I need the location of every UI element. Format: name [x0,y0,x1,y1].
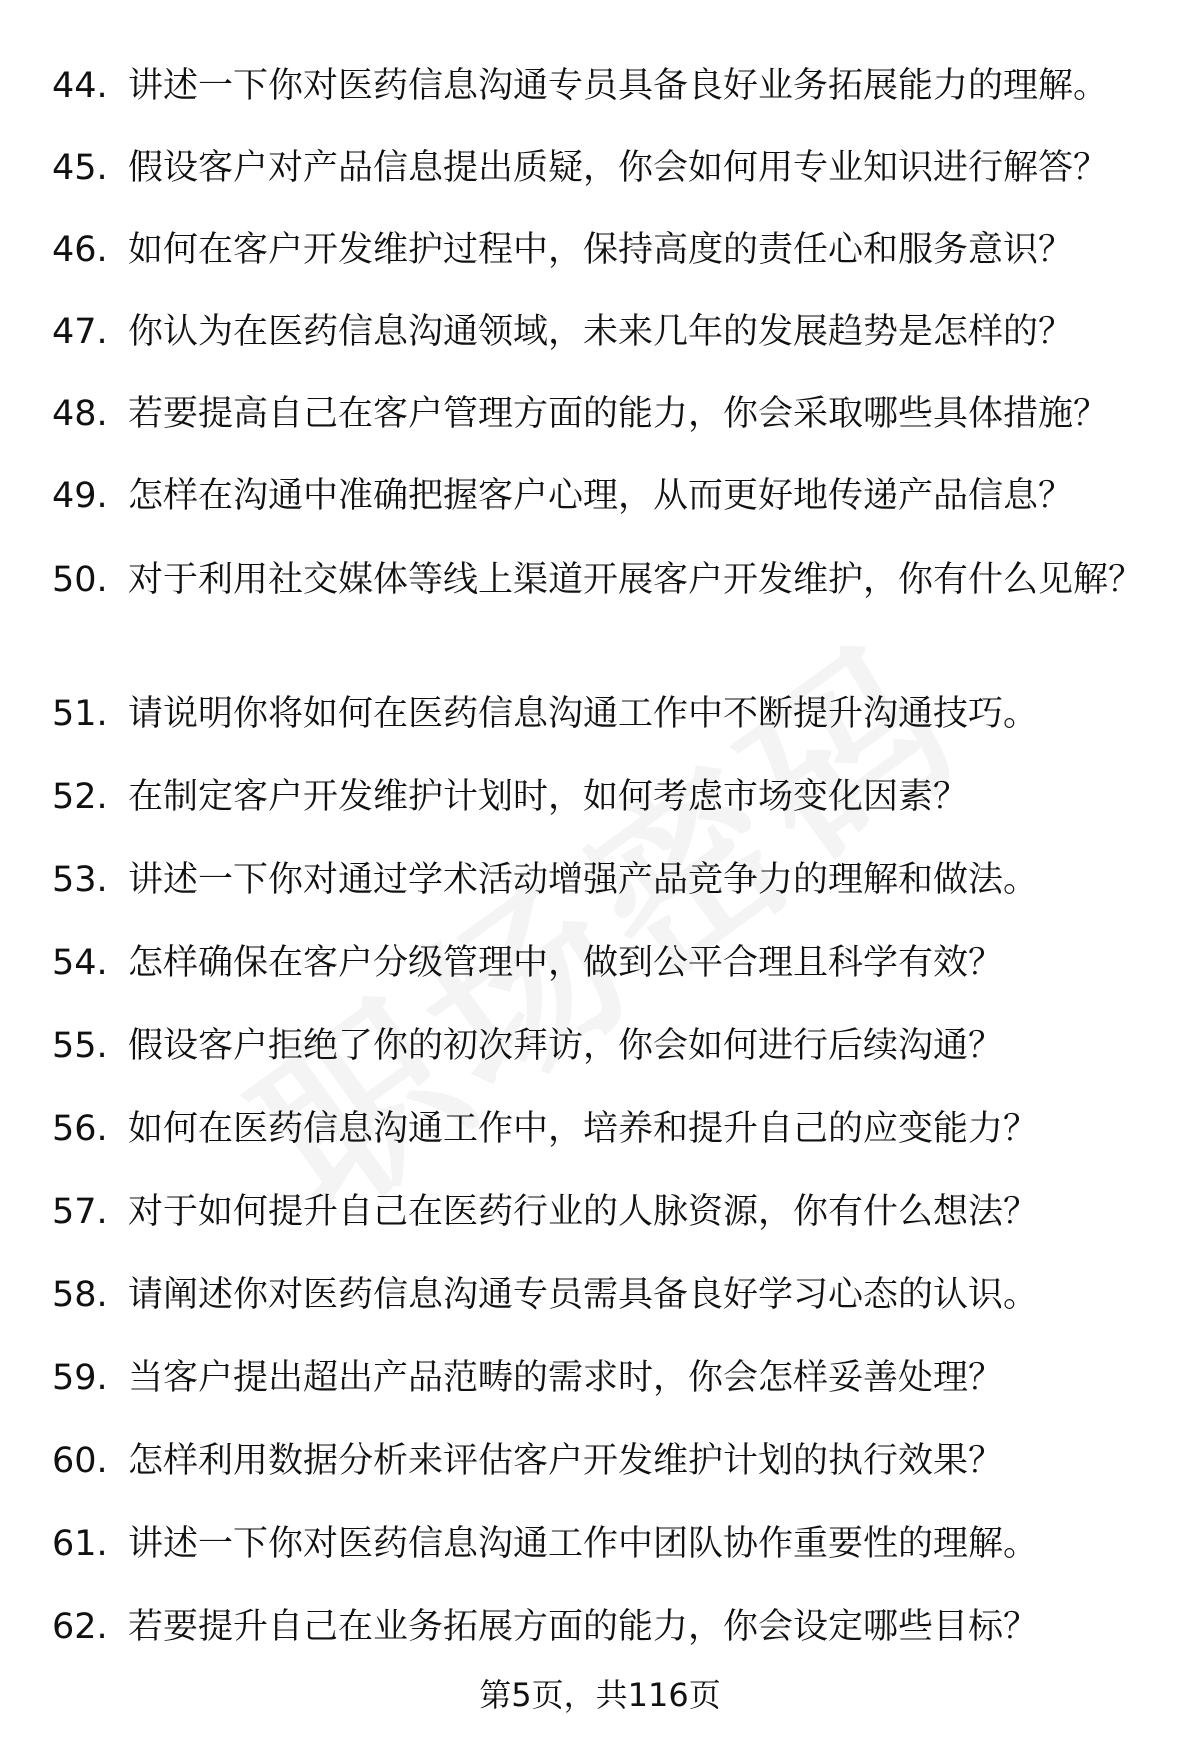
list-item [52,1520,1152,1568]
list-item [52,1354,1152,1402]
question-text: 你认为在医药信息沟通领域，未来几年的发展趋势是怎样的？ [128,312,1074,352]
question-number: 53. [52,860,108,900]
question-text: 讲述一下你对医药信息沟通专员具备良好业务拓展能力的理解。 [128,66,1109,106]
question-text: 讲述一下你对通过学术活动增强产品竞争力的理解和做法。 [128,860,1039,900]
list-item [52,690,1152,738]
list-item [52,390,1152,438]
question-number: 50. [52,560,108,600]
question-number: 57. [52,1192,108,1232]
question-text: 若要提高自己在客户管理方面的能力，你会采取哪些具体措施？ [128,394,1109,434]
list-item [52,308,1152,356]
question-number: 46. [52,230,108,270]
page-number-footer: 第5页，共116页 [479,1676,721,1714]
question-text: 对于如何提升自己在医药行业的人脉资源，你有什么想法？ [128,1192,1039,1232]
question-text: 对于利用社交媒体等线上渠道开展客户开发维护，你有什么见解？ [128,560,1144,600]
question-text: 请说明你将如何在医药信息沟通工作中不断提升沟通技巧。 [128,694,1039,734]
question-text: 请阐述你对医药信息沟通专员需具备良好学习心态的认识。 [128,1275,1039,1315]
question-text: 怎样利用数据分析来评估客户开发维护计划的执行效果？ [128,1441,1004,1481]
question-text: 在制定客户开发维护计划时，如何考虑市场变化因素？ [128,777,969,817]
question-number: 58. [52,1275,108,1315]
question-number: 56. [52,1109,108,1149]
question-text: 若要提升自己在业务拓展方面的能力，你会设定哪些目标？ [128,1607,1039,1647]
question-number: 49. [52,476,108,516]
question-text: 如何在客户开发维护过程中，保持高度的责任心和服务意识？ [128,230,1074,270]
question-number: 62. [52,1607,108,1647]
list-item [52,472,1152,520]
list-item [52,1188,1152,1236]
question-text: 讲述一下你对医药信息沟通工作中团队协作重要性的理解。 [128,1524,1039,1564]
list-item [52,226,1152,274]
list-item [52,939,1152,987]
list-item [52,556,1152,604]
list-item [52,144,1152,192]
question-number: 51. [52,694,108,734]
question-number: 54. [52,943,108,983]
list-item [52,1105,1152,1153]
list-item [52,1437,1152,1485]
question-number: 45. [52,148,108,188]
question-text: 当客户提出超出产品范畴的需求时，你会怎样妥善处理？ [128,1358,1004,1398]
question-number: 52. [52,777,108,817]
question-number: 59. [52,1358,108,1398]
list-item [52,1271,1152,1319]
question-text: 怎样确保在客户分级管理中，做到公平合理且科学有效？ [128,943,1004,983]
question-number: 47. [52,312,108,352]
question-text: 怎样在沟通中准确把握客户心理，从而更好地传递产品信息？ [128,476,1074,516]
list-item [52,1022,1152,1070]
question-text: 如何在医药信息沟通工作中，培养和提升自己的应变能力？ [128,1109,1039,1149]
list-item [52,773,1152,821]
question-number: 55. [52,1026,108,1066]
list-item [52,1603,1152,1651]
list-item [52,856,1152,904]
question-number: 61. [52,1524,108,1564]
question-number: 60. [52,1441,108,1481]
question-text: 假设客户对产品信息提出质疑，你会如何用专业知识进行解答？ [128,148,1109,188]
watermark-text [156,542,1045,1292]
question-text: 假设客户拒绝了你的初次拜访，你会如何进行后续沟通？ [128,1026,1004,1066]
question-number: 48. [52,394,108,434]
list-item [52,62,1152,110]
question-number: 44. [52,66,108,106]
